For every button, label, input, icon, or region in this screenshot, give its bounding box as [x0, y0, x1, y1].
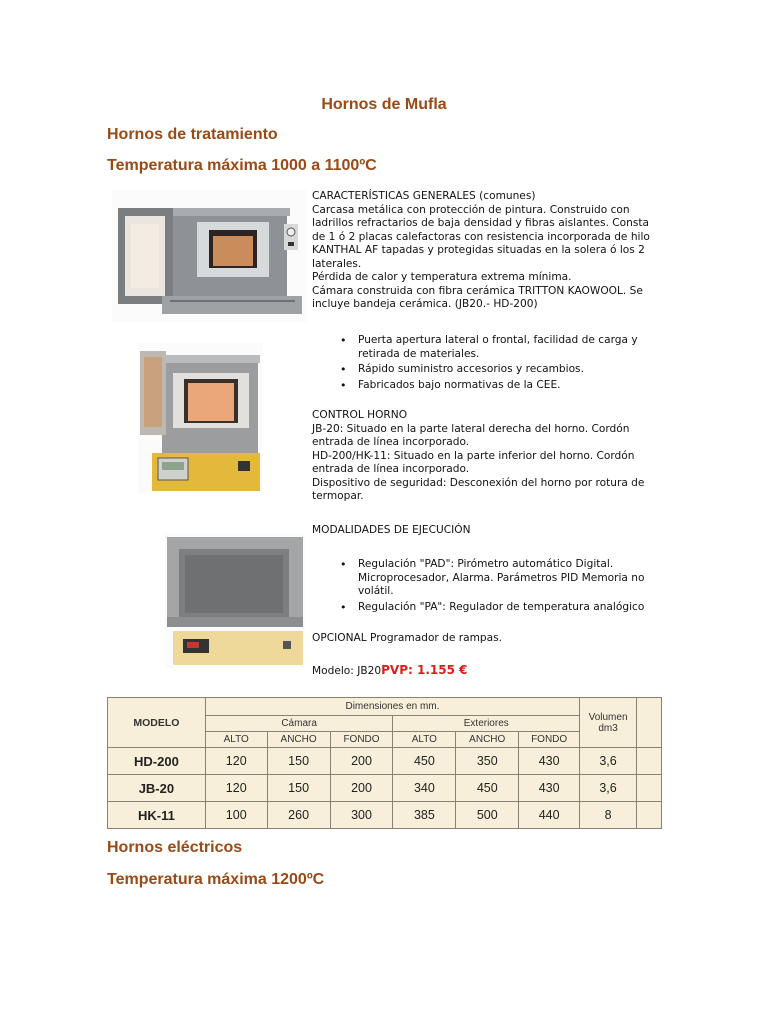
bullet-icon: • — [340, 378, 347, 392]
control-line: JB-20: Situado en la parte lateral derecha del horno. Cordón — [312, 422, 630, 435]
table-subheader: FONDO — [519, 732, 580, 748]
furnace-photo-yellow-base — [138, 343, 263, 493]
caracteristicas-line: KANTHAL AF tapadas y protegidas situadas en la solera ó los 2 — [312, 244, 645, 256]
control-line: entrada de línea incorporado. — [312, 463, 470, 475]
caracteristicas-line: Cámara construida con fibra cerámica TRITTON KAOWOOL. Se — [312, 284, 643, 297]
list-item: • Rápido suministro accesorios y recambios. — [340, 363, 584, 376]
control-line: entrada de línea incorporado. — [312, 436, 470, 448]
table-subheader: ANCHO — [456, 732, 519, 748]
furnace-photo-closed — [165, 533, 305, 668]
table-row: JB-20 120 150 200 340 450 430 3,6 — [108, 775, 662, 802]
caracteristicas-line: Carcasa metálica con protección de pintura. Construido con — [312, 203, 630, 216]
caracteristicas-line: Pérdida de calor y temperatura extrema mínima. — [312, 271, 572, 283]
caracteristicas-line: ladrillos refractarios de baja densidad y fibras aislantes. Consta — [312, 217, 649, 229]
section-heading-electricos: Hornos eléctricos — [107, 839, 243, 856]
section-heading-tratamiento: Hornos de tratamiento — [107, 126, 278, 143]
list-item: • Regulación "PAD": Pirómetro automático Digital. Microprocesador, Alarma. Parámetros PID Memoria no volátil. — [340, 558, 645, 597]
features-list — [312, 334, 657, 394]
page-title: Hornos de Mufla — [321, 96, 447, 113]
control-line: HD-200/HK-11: Situado en la parte inferior del horno. Cordón — [312, 449, 635, 462]
caracteristicas-line: incluye bandeja cerámica. (JB20.- HD-200) — [312, 298, 538, 310]
table-header-modelo: MODELO — [108, 698, 206, 748]
table-header-camara: Cámara — [205, 716, 393, 732]
bullet-icon: • — [340, 363, 347, 376]
bullet-icon: • — [340, 334, 347, 347]
table-subheader: ANCHO — [267, 732, 330, 748]
model-price-line — [312, 664, 657, 679]
section-subheading-temp-1100: Temperatura máxima 1000 a 1100ºC — [107, 157, 377, 174]
section-subheading-temp-1200: Temperatura máxima 1200ºC — [107, 871, 325, 888]
caracteristicas-block — [312, 190, 657, 312]
caracteristicas-line: de 1 ó 2 placas calefactoras con resistencia incorporada de hilo — [312, 230, 650, 243]
control-line: Dispositivo de seguridad: Desconexión del horno por rotura de — [312, 476, 645, 489]
modelo-label: Modelo: JB20 — [312, 665, 382, 677]
list-item: • Puerta apertura lateral o frontal, facilidad de carga y retirada de materiales. — [340, 334, 638, 360]
table-header-dimensions: Dimensiones en mm. — [205, 698, 579, 716]
list-item: • Fabricados bajo normativas de la CEE. — [340, 378, 561, 392]
table-subheader: ALTO — [393, 732, 456, 748]
table-subheader: ALTO — [205, 732, 267, 748]
list-item: • Regulación "PA": Regulador de temperatura analógico — [340, 600, 645, 614]
caracteristicas-heading: CARACTERÍSTICAS GENERALES (comunes) — [312, 190, 536, 202]
spec-table — [107, 697, 662, 829]
control-heading: CONTROL HORNO — [312, 409, 408, 421]
control-block — [312, 409, 657, 504]
price-label: PVP: 1.155 € — [381, 663, 468, 677]
table-header-exteriores: Exteriores — [393, 716, 580, 732]
control-line: termopar. — [312, 490, 364, 502]
opcional-text: OPCIONAL Programador de rampas. — [312, 632, 503, 644]
table-header-cut — [637, 698, 662, 748]
table-row: HD-200 120 150 200 450 350 430 3,6 — [108, 748, 662, 775]
bullet-icon: • — [340, 558, 347, 571]
table-subheader: FONDO — [330, 732, 393, 748]
modalidades-heading: MODALIDADES DE EJECUCIÓN — [312, 524, 471, 536]
caracteristicas-line: laterales. — [312, 257, 362, 270]
table-header-volumen: Volumen dm3 — [580, 698, 637, 748]
bullet-icon: • — [340, 600, 347, 614]
regulation-list — [312, 558, 657, 616]
table-row: HK-11 100 260 300 385 500 440 8 — [108, 802, 662, 829]
furnace-photo-open-door — [112, 190, 307, 322]
